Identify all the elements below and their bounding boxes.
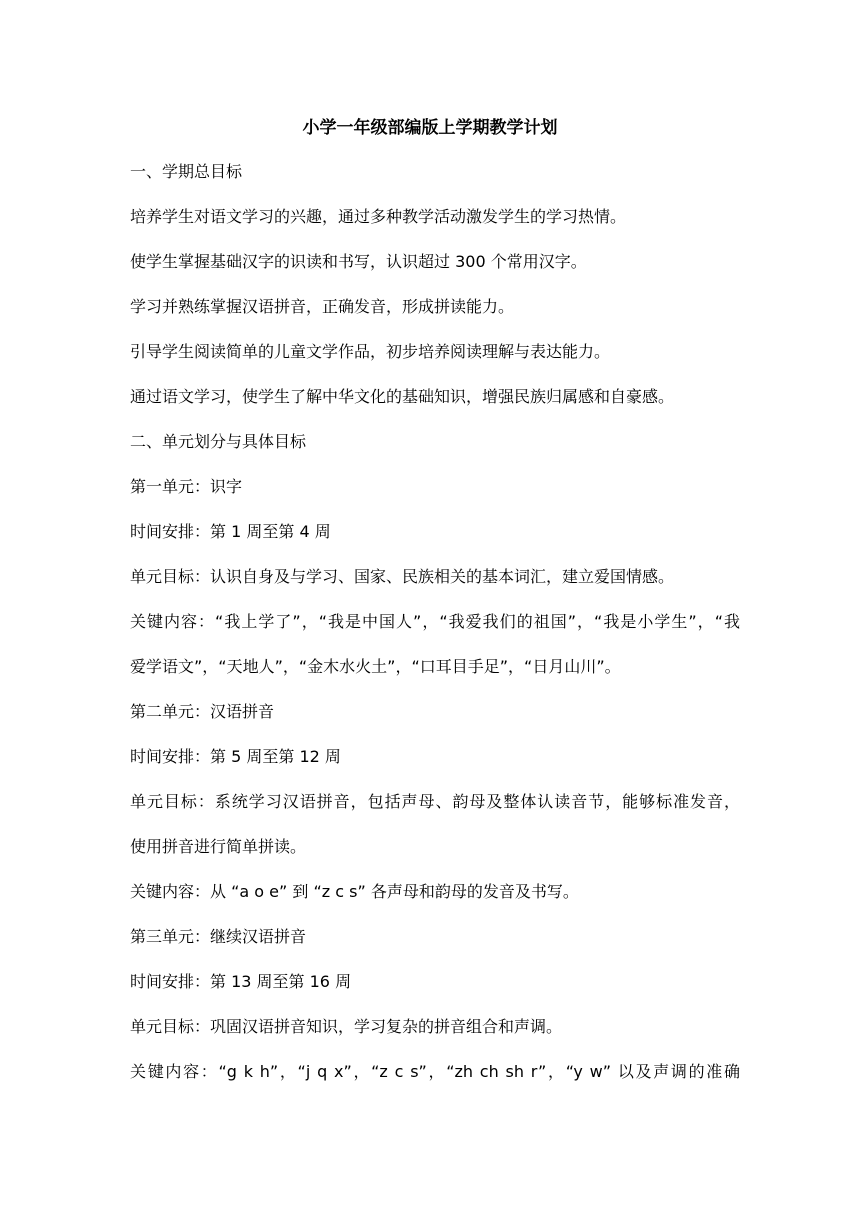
unit-3-goal: 单元目标：巩固汉语拼音知识，学习复杂的拼音组合和声调。 xyxy=(130,1017,563,1036)
goal-item-1: 培养学生对语文学习的兴趣，通过多种教学活动激发学生的学习热情。 xyxy=(130,207,627,226)
unit-1-content-line-1: 关键内容：“我上学了”，“我是中国人”，“我爱我们的祖国”，“我是小学生”，“我 xyxy=(130,612,740,631)
unit-2-content: 关键内容：从 “a o e” 到 “z c s” 各声母和韵母的发音及书写。 xyxy=(130,882,579,901)
unit-1-goal: 单元目标：认识自身及与学习、国家、民族相关的基本词汇，建立爱国情感。 xyxy=(130,567,675,586)
unit-3-schedule: 时间安排：第 13 周至第 16 周 xyxy=(130,972,352,991)
section-heading-units: 二、单元划分与具体目标 xyxy=(130,432,307,451)
unit-1-content-line-2: 爱学语文”，“天地人”，“金木水火土”，“口耳目手足”，“日月山川”。 xyxy=(130,657,621,676)
unit-2-schedule: 时间安排：第 5 周至第 12 周 xyxy=(130,747,341,766)
unit-1-schedule: 时间安排：第 1 周至第 4 周 xyxy=(130,522,331,541)
goal-item-2: 使学生掌握基础汉字的识读和书写，认识超过 300 个常用汉字。 xyxy=(130,252,587,271)
unit-2-goal-line-2: 使用拼音进行简单拼读。 xyxy=(130,837,307,856)
goal-item-3: 学习并熟练掌握汉语拼音，正确发音，形成拼读能力。 xyxy=(130,297,515,316)
goal-item-4: 引导学生阅读简单的儿童文学作品，初步培养阅读理解与表达能力。 xyxy=(130,342,611,361)
unit-1-heading: 第一单元：识字 xyxy=(130,477,243,496)
document-title: 小学一年级部编版上学期教学计划 xyxy=(302,118,558,138)
unit-3-heading: 第三单元：继续汉语拼音 xyxy=(130,927,307,946)
unit-2-goal-line-1: 单元目标：系统学习汉语拼音，包括声母、韵母及整体认读音节，能够标准发音， xyxy=(130,792,740,811)
goal-item-5: 通过语文学习，使学生了解中华文化的基础知识，增强民族归属感和自豪感。 xyxy=(130,387,675,406)
unit-3-content-line-1: 关键内容：“g k h”，“j q x”，“z c s”，“zh ch sh r”，“y w” 以及声调的准确 xyxy=(130,1062,740,1081)
section-heading-semester-goals: 一、学期总目标 xyxy=(130,162,243,181)
unit-2-heading: 第二单元：汉语拼音 xyxy=(130,702,275,721)
